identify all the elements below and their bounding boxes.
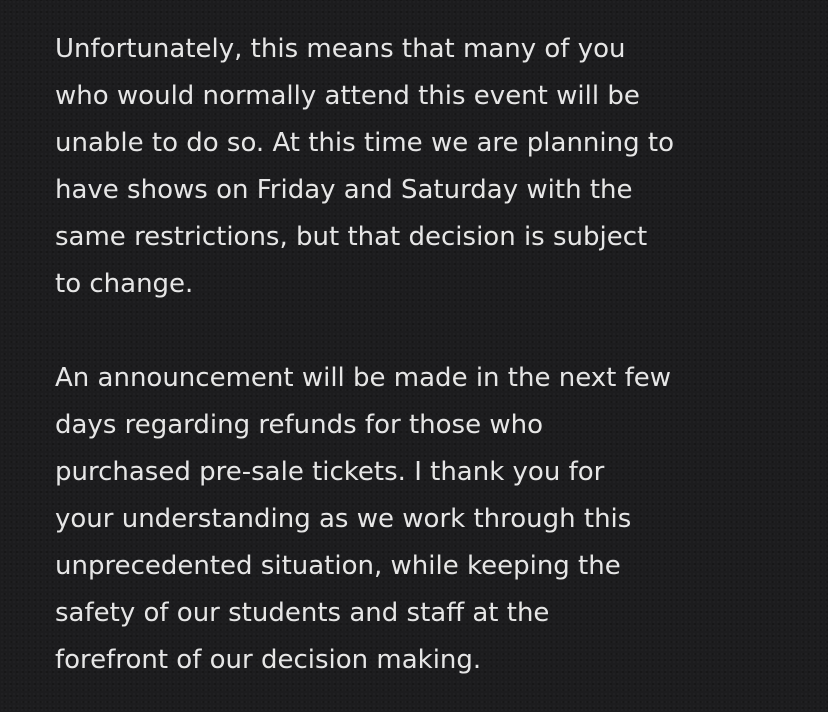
text-line: unprecedented situation, while keeping the: [55, 551, 621, 581]
text-line: your understanding as we work through this: [55, 504, 632, 534]
text-line: who would normally attend this event will be: [55, 81, 640, 111]
text-line: forefront of our decision making.: [55, 645, 482, 675]
paragraph-spacer: [55, 308, 815, 355]
text-line: to change.: [55, 269, 194, 299]
note-body[interactable]: [55, 26, 815, 684]
paragraph-1: [55, 26, 815, 308]
text-line: days regarding refunds for those who: [55, 410, 543, 440]
text-line: An announcement will be made in the next few: [55, 363, 672, 393]
text-line: purchased pre-sale tickets. I thank you for: [55, 457, 605, 487]
paragraph-2: [55, 355, 815, 684]
text-line: have shows on Friday and Saturday with the: [55, 175, 633, 205]
text-line: same restrictions, but that decision is subject: [55, 222, 648, 252]
text-line: Unfortunately, this means that many of you: [55, 34, 626, 64]
text-line: unable to do so. At this time we are planning to: [55, 128, 674, 158]
text-line: safety of our students and staff at the: [55, 598, 550, 628]
